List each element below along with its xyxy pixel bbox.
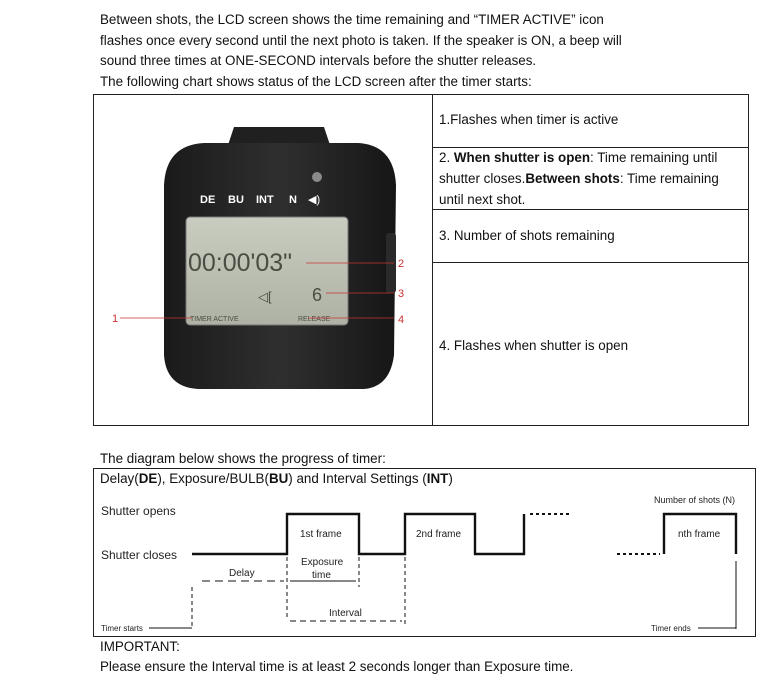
table-row-divider: [433, 209, 748, 210]
important-text: Please ensure the Interval time is at least 2 seconds longer than Exposure time.: [100, 659, 574, 674]
mode-bu: BU: [228, 194, 244, 206]
table-cell-1: 1.Flashes when timer is active: [439, 112, 619, 127]
speaker-icon: ◀): [308, 194, 321, 206]
callout-1: 1: [112, 313, 119, 325]
exposure-label-1: Exposure: [301, 557, 344, 568]
lcd-status-table: [93, 94, 749, 426]
intro-paragraph: [100, 10, 700, 92]
timer-starts-label: Timer starts: [101, 624, 143, 633]
table-cell-4: 4. Flashes when shutter is open: [439, 338, 629, 353]
lcd-speaker-icon: ◁[: [258, 289, 272, 304]
mode-int: INT: [256, 194, 274, 206]
callout-3: 3: [398, 288, 405, 300]
table-cell-2: 2. When shutter is open: Time remaining until shutter closes.Between shots: Time remaining until next shot.: [439, 150, 719, 207]
shutter-opens-label: Shutter opens: [101, 504, 176, 518]
remote-top-cap: [228, 127, 330, 145]
lcd-timer-active: TIMER ACTIVE: [190, 316, 239, 323]
mode-de: DE: [200, 194, 216, 206]
table-divider: [432, 95, 433, 425]
second-frame-label: 2nd frame: [416, 529, 462, 540]
intro-line-3: sound three times at ONE-SECOND intervals before the shutter releases.: [100, 53, 537, 68]
interval-label: Interval: [329, 608, 362, 619]
timer-progress-diagram: [93, 468, 756, 637]
shutter-closes-label: Shutter closes: [101, 548, 178, 562]
intro-line-1: Between shots, the LCD screen shows the time remaining and “TIMER ACTIVE” icon: [100, 12, 604, 27]
first-frame-label: 1st frame: [300, 529, 342, 540]
timer-ends-label: Timer ends: [651, 624, 691, 633]
timer-waveform: [94, 469, 757, 638]
table-cell-3: 3. Number of shots remaining: [439, 228, 615, 243]
shutter-waveform: [192, 514, 524, 554]
table-row-divider: [433, 262, 748, 263]
sensor-icon: [312, 172, 322, 182]
mode-n: N: [289, 194, 297, 206]
nth-frame-label: nth frame: [678, 529, 721, 540]
callout-4: 4: [398, 314, 405, 326]
remote-lcd-illustration: [94, 95, 432, 427]
intro-line-2: flashes once every second until the next photo is taken. If the speaker is ON, a beep will: [100, 32, 622, 48]
lcd-time: 00:00'03": [188, 249, 293, 277]
exposure-label-2: time: [312, 570, 331, 581]
delay-label: Delay: [229, 568, 255, 579]
intro-line-4: The following chart shows status of the LCD screen after the timer starts:: [100, 73, 532, 89]
diagram-caption: The diagram below shows the progress of timer:: [100, 451, 386, 466]
callout-2: 2: [398, 258, 405, 270]
number-of-shots-label: Number of shots (N): [654, 495, 736, 505]
lcd-shots: 6: [312, 285, 323, 305]
important-title: IMPORTANT:: [100, 639, 180, 654]
diagram-header: Delay(DE), Exposure/BULB(BU) and Interval Settings (INT): [100, 471, 453, 486]
lcd-release: RELEASE: [298, 316, 331, 323]
